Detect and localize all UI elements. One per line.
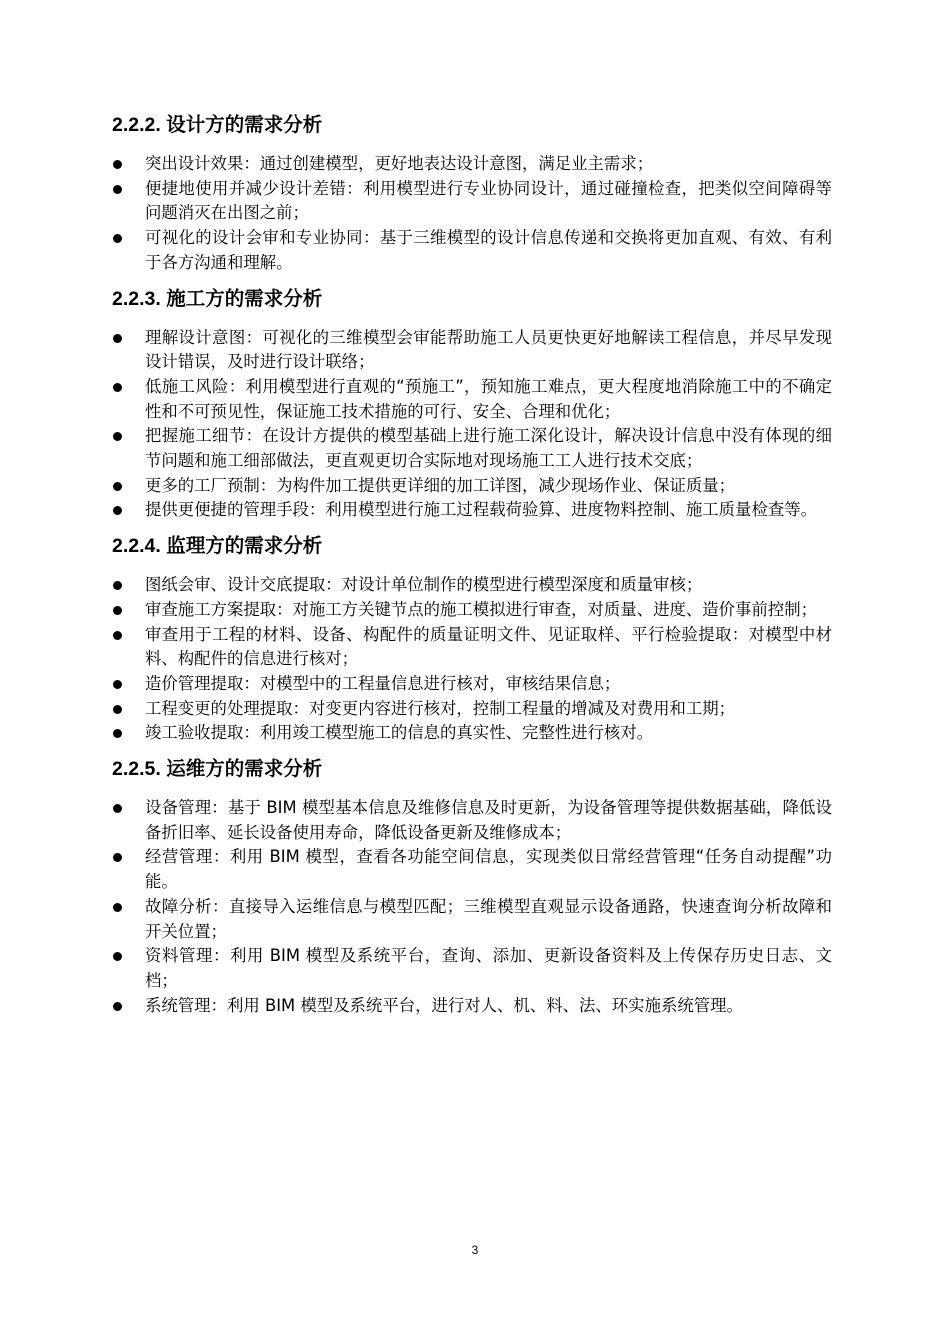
list-item: 突出设计效果：通过创建模型，更好地表达设计意图，满足业主需求； bbox=[112, 152, 832, 177]
bullet-list bbox=[112, 152, 832, 276]
list-item: 系统管理：利用 BIM 模型及系统平台，进行对人、机、料、法、环实施系统管理。 bbox=[112, 994, 832, 1019]
list-item: 经营管理：利用 BIM 模型，查看各功能空间信息，实现类似日常经营管理“任务自动提醒”功能。 bbox=[112, 845, 832, 894]
list-item: 提供更便捷的管理手段：利用模型进行施工过程载荷验算、进度物料控制、施工质量检查等。 bbox=[112, 498, 832, 523]
list-item: 审查施工方案提取：对施工方关键节点的施工模拟进行审查，对质量、进度、造价事前控制； bbox=[112, 598, 832, 623]
section-heading: 2.2.2. 设计方的需求分析 bbox=[112, 114, 323, 136]
section-heading: 2.2.5. 运维方的需求分析 bbox=[112, 758, 323, 781]
list-item: 设备管理：基于 BIM 模型基本信息及维修信息及时更新，为设备管理等提供数据基础，降低设备折旧率、延长设备使用寿命，降低设备更新及维修成本； bbox=[112, 796, 832, 845]
section-supervisor bbox=[112, 533, 832, 746]
list-item: 理解设计意图：可视化的三维模型会审能帮助施工人员更快更好地解读工程信息，并尽早发现设计错误，及时进行设计联络； bbox=[112, 326, 832, 375]
bullet-list bbox=[112, 573, 832, 746]
list-item: 故障分析：直接导入运维信息与模型匹配；三维模型直观显示设备通路，快速查询分析故障和开关位置； bbox=[112, 895, 832, 944]
document-page bbox=[112, 112, 832, 1028]
list-item: 可视化的设计会审和专业协同：基于三维模型的设计信息传递和交换将更加直观、有效、有利于各方沟通和理解。 bbox=[112, 226, 832, 275]
section-heading: 2.2.3. 施工方的需求分析 bbox=[112, 287, 323, 310]
list-item: 低施工风险：利用模型进行直观的“预施工”，预知施工难点，更大程度地消除施工中的不确定性和不可预见性，保证施工技术措施的可行、安全、合理和优化； bbox=[112, 375, 832, 424]
list-item: 资料管理：利用 BIM 模型及系统平台，查询、添加、更新设备资料及上传保存历史日志、文档； bbox=[112, 944, 832, 993]
page-number: 3 bbox=[471, 1243, 479, 1257]
bullet-list bbox=[112, 326, 832, 524]
list-item: 造价管理提取：对模型中的工程量信息进行核对，审核结果信息； bbox=[112, 672, 832, 697]
section-contractor bbox=[112, 286, 832, 524]
bullet-list bbox=[112, 796, 832, 1018]
list-item: 工程变更的处理提取：对变更内容进行核对，控制工程量的增减及对费用和工期； bbox=[112, 697, 832, 722]
list-item: 更多的工厂预制：为构件加工提供更详细的加工详图，减少现场作业、保证质量； bbox=[112, 474, 832, 499]
list-item: 图纸会审、设计交底提取：对设计单位制作的模型进行模型深度和质量审核； bbox=[112, 573, 832, 598]
list-item: 审查用于工程的材料、设备、构配件的质量证明文件、见证取样、平行检验提取：对模型中材料、构配件的信息进行核对； bbox=[112, 623, 832, 672]
list-item: 竣工验收提取：利用竣工模型施工的信息的真实性、完整性进行核对。 bbox=[112, 721, 832, 746]
section-designer bbox=[112, 112, 832, 276]
list-item: 把握施工细节：在设计方提供的模型基础上进行施工深化设计，解决设计信息中没有体现的细节问题和施工细部做法，更直观更切合实际地对现场施工工人进行技术交底； bbox=[112, 424, 832, 473]
section-heading: 2.2.4. 监理方的需求分析 bbox=[112, 535, 323, 558]
list-item: 便捷地使用并减少设计差错：利用模型进行专业协同设计，通过碰撞检查，把类似空间障碍等问题消灭在出图之前； bbox=[112, 177, 832, 226]
section-operations bbox=[112, 756, 832, 1018]
